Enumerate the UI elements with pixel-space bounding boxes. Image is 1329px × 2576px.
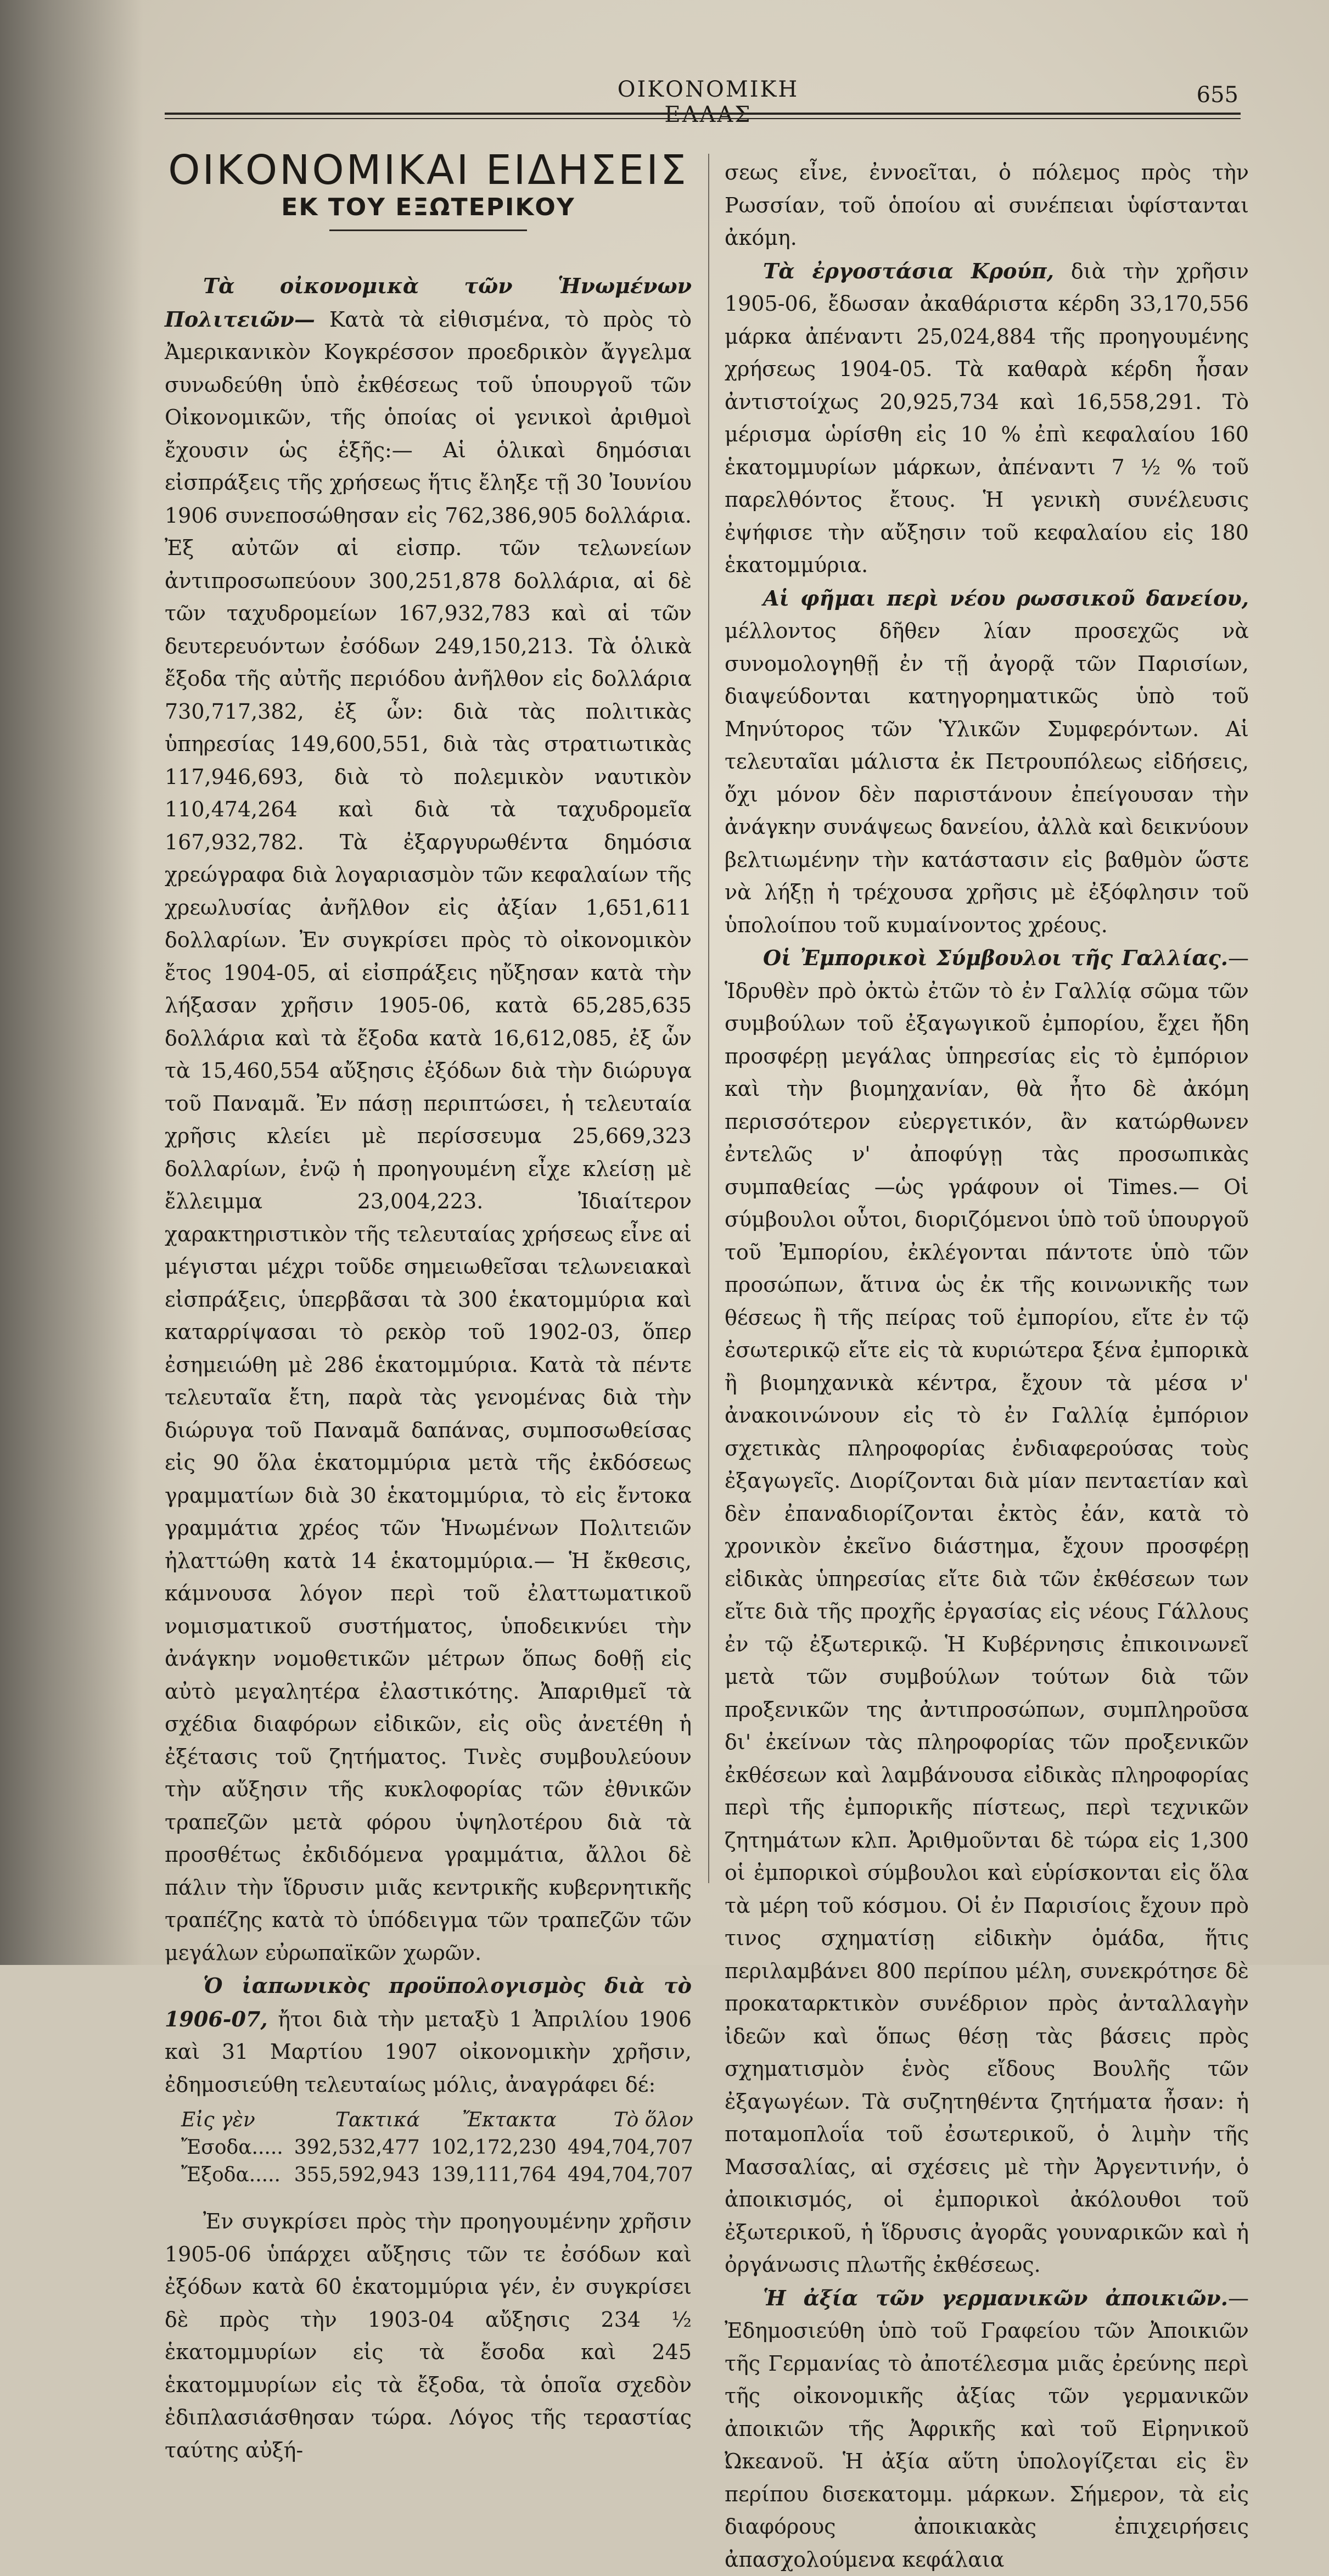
header-rule xyxy=(165,113,1241,115)
article-body: Κατὰ τὰ εἰθισμένα, τὸ πρὸς τὸ Ἀμερικανικὸν Κογκρέσσον προεδρικὸν ἄγγελμα συνωδεύθη ὑπὸ ἐκθέσεως τοῦ ὑπουργοῦ τῶν Οἰκονομικῶν, τῆς ὁποίας οἱ γενικοὶ ἀριθμοὶ ἔχουσιν ὡς ἑξῆς:— Αἱ ὁλικαὶ δημόσιαι εἰσπράξεις τῆς χρήσεως ἥτις ἔληξε τῇ 30 Ἰουνίου 1906 συνεποσώθησαν εἰς 762,386,905 δολλάρια. Ἐξ αὐτῶν αἱ εἰσπρ. τῶν τελωνείων ἀντιπροσωπεύουν 300,251,878 δολλάρια, αἱ δὲ τῶν ταχυδρομείων 167,932,783 καὶ αἱ τῶν δευτερευόντων ἐσόδων 249,150,213. Τὰ ὁλικὰ ἔξοδα τῆς αὐτῆς περιόδου ἀνῆλθον εἰς δολλάρια 730,717,382, ἐξ ὧν: διὰ τὰς πολιτικὰς ὑπηρεσίας 149,600,551, διὰ τὰς στρατιωτικὰς 117,946,693, διὰ τὸ πολεμικὸν ναυτικὸν 110,474,264 καὶ διὰ τὰ ταχυδρομεῖα 167,932,782. Τὰ ἐξαργυρωθέντα δημόσια χρεώγραφα διὰ λογαριασμὸν τῶν κεφαλαίων τῆς χρεωλυσίας ἀνῆλθον εἰς ἀξίαν 1,651,611 δολλαρίων. Ἐν συγκρίσει πρὸς τὸ οἰκονομικὸν ἔτος 1904-05, αἱ εἰσπράξεις ηὔξησαν κατὰ τὴν λήξασαν χρῆσιν 1905-06, κατὰ 65,285,635 δολλάρια καὶ τὰ ἔξοδα κατὰ 16,612,085, ἐξ ὧν τὰ 15,460,554 αὔξησις ἐξόδων διὰ τὴν διώρυγα τοῦ Παναμᾶ. Ἐν πάσῃ περιπτώσει, ἡ τελευταία χρῆσις κλείει μὲ περίσσευμα 25,669,323 δολλαρίων, ἐνῷ ἡ προηγουμένη εἶχε κλείσῃ μὲ ἔλλειμμα 23,004,223. Ἰδιαίτερον χαρακτηριστικὸν τῆς τελευταίας χρήσεως εἶνε αἱ μέγισται μέχρι τοῦδε σημειωθεῖσαι τελωνειακαὶ εἰσπράξεις, ὑπερβᾶσαι τὰ 300 ἑκατομμύρια καὶ καταρρίψασαι τὸ ρεκὸρ τοῦ 1902-03, ὅπερ ἐσημειώθη μὲ 286 ἑκατομμύρια. Κατὰ τὰ πέντε τελευταῖα ἔτη, παρὰ τὰς γενομένας διὰ τὴν διώρυγα τοῦ Παναμᾶ δαπάνας, συμποσωθείσας εἰς 90 ὅλα ἑκατομμύρια μετὰ τῆς ἐκδόσεως γραμματίων διὰ 30 ἑκατομμύρια, τὸ εἰς ἔντοκα γραμμάτια χρέος τῶν Ἡνωμένων Πολιτειῶν ἠλαττώθη κατὰ 14 ἑκατομμύρια.— Ἡ ἔκθεσις, κάμνουσα λόγον περὶ τοῦ ἐλαττωματικοῦ νομισματικοῦ συστήματος, ὑποδεικνύει τὴν ἀνάγκην νομοθετικῶν μέτρων ὅπως δοθῇ εἰς αὐτὸ μεγαλητέρα ἐλαστικότης. Ἀπαριθμεῖ τὰ σχέδια διαφόρων εἰδικῶν, εἰς οὓς ἀνετέθη ἡ ἐξέτασις τοῦ ζητήματος. Τινὲς συμβουλεύουν τὴν αὔξησιν τῆς κυκλοφορίας τῶν ἐθνικῶν τραπεζῶν μετὰ φόρου ὑψηλοτέρου διὰ τὰ προσθέτως ἐκδιδόμενα γραμμάτια, ἄλλοι δὲ πάλιν τὴν ἵδρυσιν μιᾶς κεντρικῆς κυβερνητικῆς τραπέζης κατὰ τὸ ὑπόδειγμα τῶν τραπεζῶν τῶν μεγάλων εὐρωπαϊκῶν χωρῶν. xyxy=(165,307,692,1965)
page-number: 655 xyxy=(1197,82,1238,108)
article-russian-loan xyxy=(725,582,1249,942)
binding-shadow xyxy=(0,0,143,1965)
budget-row xyxy=(176,2134,699,2161)
budget-row xyxy=(176,2161,699,2189)
article-krupp-works xyxy=(725,255,1249,582)
article-body: διὰ τὴν χρῆσιν 1905-06, ἔδωσαν ἀκαθάριστα κέρδη 33,170,556 μάρκα ἀπέναντι 25,024,884 τῆς προηγουμένης χρήσεως 1904-05. Τὰ καθαρὰ κέρδη ἦσαν ἀντιστοίχως 20,925,734 καὶ 16,558,291. Τὸ μέρισμα ὡρίσθη εἰς 10 % ἐπὶ κεφαλαίου 160 ἑκατομμυρίων μάρκων, ἀπέναντι 7 ½ % τοῦ παρελθόντος ἔτους. Ἡ γενικὴ συνέλευσις ἐψήφισε τὴν αὔξησιν τοῦ κεφαλαίου εἰς 180 ἑκατομμύρια. xyxy=(725,259,1249,578)
left-column xyxy=(165,148,692,2467)
budget-cell: 355,592,943 xyxy=(289,2161,425,2189)
budget-header: Ἔκτακτα xyxy=(425,2107,562,2134)
budget-cell: Ἔσοδα..... xyxy=(176,2134,289,2161)
section-title: ΟΙΚΟΝΟΜΙΚΑΙ ΕΙΔΗΣΕΙΣ xyxy=(165,148,692,192)
article-heading: Τὰ ἐργοστάσια Κρούπ, xyxy=(763,259,1054,283)
budget-header: Τὸ ὅλον xyxy=(562,2107,699,2134)
article-body: — Ἐδημοσιεύθη ὑπὸ τοῦ Γραφείου τῶν Ἀποικιῶν τῆς Γερμανίας τὸ ἀποτέλεσμα μιᾶς ἐρεύνης περὶ τῆς οἰκονομικῆς ἀξίας τῶν γερμανικῶν ἀποικιῶν τῆς Ἀφρικῆς καὶ τοῦ Εἰρηνικοῦ Ὠκεανοῦ. Ἡ ἀξία αὕτη ὑπολογίζεται εἰς ἓν περίπου δισεκατομμ. μάρκων. Σήμερον, τὰ εἰς διαφόρους ἀποικιακὰς ἐπιχειρήσεις ἀπασχολούμενα κεφάλαια xyxy=(725,2286,1249,2572)
budget-cell: 392,532,477 xyxy=(289,2134,425,2161)
running-head: ΟΙΚΟΝΟΜΙΚΗ ΕΛΛΑΣ xyxy=(571,77,845,127)
article-german-colonies xyxy=(725,2282,1249,2576)
header-rule-thin xyxy=(165,118,1241,119)
budget-header: Εἰς γὲν xyxy=(176,2107,289,2134)
article-japan-budget xyxy=(165,1969,692,2101)
budget-cell: 139,111,764 xyxy=(425,2161,562,2189)
section-subtitle: ΕΚ ΤΟΥ ΕΞΩΤΕΡΙΚΟΥ xyxy=(165,192,692,223)
budget-header-row xyxy=(176,2107,699,2134)
budget-cell: 102,172,230 xyxy=(425,2134,562,2161)
budget-cell: Ἔξοδα..... xyxy=(176,2161,289,2189)
budget-cell: 494,704,707 xyxy=(562,2134,699,2161)
budget-table xyxy=(176,2107,699,2189)
article-body: μέλλοντος δῆθεν λίαν προσεχῶς νὰ συνομολογηθῇ ἐν τῇ ἀγορᾷ τῶν Παρισίων, διαψεύδονται κατηγορηματικῶς ὑπὸ τοῦ Μηνύτορος τῶν Ὑλικῶν Συμφερόντων. Αἱ τελευταῖαι μάλιστα ἐκ Πετρουπόλεως εἰδήσεις, ὄχι μόνον δὲν παριστάνουν ἐπείγουσαν τὴν ἀνάγκην συνάψεως δανείου, ἀλλὰ καὶ δεικνύουν βελτιωμένην τὴν κατάστασιν εἰς βαθμὸν ὥστε νὰ λήξῃ ἡ τρέχουσα χρῆσις μὲ ἐξόφλησιν τοῦ ὑπολοίπου τοῦ κυμαίνοντος χρέους. xyxy=(725,619,1249,937)
article-us-finances xyxy=(165,270,692,1969)
article-heading: Ὁ ἰαπωνικὸς προϋπολογισμὸς διὰ τὸ 1906-07, xyxy=(165,1973,692,2031)
article-japan-budget-continued: Ἐν συγκρίσει πρὸς τὴν προηγουμένην χρῆσιν 1905-06 ὑπάρχει αὔξησις τῶν τε ἐσόδων καὶ ἐξόδων κατὰ 60 ἑκατομμύρια γέν, ἐν συγκρίσει δὲ πρὸς τὴν 1903-04 αὔξησις 234 ½ ἑκατομμυρίων εἰς τὰ ἔσοδα καὶ 245 ἑκατομμυρίων εἰς τὰ ἔξοδα, τὰ ὁποῖα σχεδὸν ἐδιπλασιάσθησαν τώρα. Λόγος τῆς τεραστίας ταύτης αὐξή- xyxy=(165,2205,692,2467)
article-heading: Αἱ φῆμαι περὶ νέου ρωσσικοῦ δανείου, xyxy=(763,586,1249,611)
article-heading: Τὰ οἰκονομικὰ τῶν Ἡνωμένων Πολιτειῶν— xyxy=(165,273,692,332)
budget-header: Τακτικά xyxy=(289,2107,425,2134)
article-body: — Ἱδρυθὲν πρὸ ὀκτὼ ἐτῶν τὸ ἐν Γαλλίᾳ σῶμα τῶν συμβούλων τοῦ ἐξαγωγικοῦ ἐμπορίου, ἔχει ἤδη προσφέρῃ μεγάλας ὑπηρεσίας εἰς τὸ ἐμπόριον καὶ τὴν βιομηχανίαν, θὰ ἦτο δὲ ἀκόμη περισσότερον εὐεργετικόν, ἂν κατώρθωνεν ἐντελῶς ν' ἀποφύγῃ τὰς προσωπικὰς συμπαθείας —ὡς γράφουν οἱ Times.— Οἱ σύμβουλοι οὗτοι, διοριζόμενοι ὑπὸ τοῦ ὑπουργοῦ τοῦ Ἐμπορίου, ἐκλέγονται πάντοτε ὑπὸ τῶν προσώπων, ἅτινα ὡς ἐκ τῆς κοινωνικῆς των θέσεως ἢ τῆς πείρας τοῦ ἐμπορίου, εἴτε ἐν τῷ ἐσωτερικῷ εἴτε εἰς τὰ κυριώτερα ξένα ἐμπορικὰ ἢ βιομηχανικὰ κέντρα, ἔχουν τὰ μέσα ν' ἀνακοινώνουν εἰς τὸ ἐν Γαλλίᾳ ἐμπόριον σχετικὰς πληροφορίας ἐνδιαφερούσας τοὺς ἐξαγωγεῖς. Διορίζονται διὰ μίαν πενταετίαν καὶ δὲν ἐπαναδιορίζονται ἐκτὸς ἐάν, κατὰ τὸ χρονικὸν ἐκεῖνο διάστημα, ἔχουν προσφέρῃ εἰδικὰς ὑπηρεσίας εἴτε διὰ τῶν ἐκθέσεων των εἴτε διὰ τῆς προχῆς ἐργασίας εἰς νέους Γάλλους ἐν τῷ ἐξωτερικῷ. Ἡ Κυβέρνησις ἐπικοινωνεῖ μετὰ τῶν συμβούλων τούτων διὰ τῶν προξενικῶν της ἀντιπροσώπων, συμπληροῦσα δι' ἐκείνων τὰς πληροφορίας τῶν προξενικῶν ἐκθέσεων καὶ λαμβάνουσα εἰδικὰς πληροφορίας περὶ τῆς ἐμπορικῆς πίστεως, περὶ τεχνικῶν ζητημάτων κλπ. Ἀριθμοῦνται δὲ τώρα εἰς 1,300 οἱ ἐμπορικοὶ σύμβουλοι καὶ εὑρίσκονται εἰς ὅλα τὰ μέρη τοῦ κόσμου. Οἱ ἐν Παρισίοις ἔχουν πρὸ τινος σχηματίσῃ εἰδικὴν ὁμάδα, ἥτις περιλαμβάνει 800 περίπου μέλη, συνεκρότησε δὲ προκαταρκτικὸν συνέδριον πρὸς ἀνταλλαγὴν ἰδεῶν καὶ ὅπως θέσῃ τὰς βάσεις πρὸς σχηματισμὸν ἑνὸς εἴδους Βουλῆς τῶν ἐξαγωγέων. Τὰ συζητηθέντα ζητήματα ἦσαν: ἡ ποταμοπλοΐα τοῦ ἐσωτερικοῦ, ὁ λιμὴν τῆς Μασσαλίας, αἱ σχέσεις μὲ τὴν Ἀργεντινήν, ὁ ἀποικισμός, οἱ ἐμπορικοὶ ἀκόλουθοι τοῦ ἐξωτερικοῦ, ἡ ἵδρυσις ἀγορᾶς γουναρικῶν καὶ ἡ ὀργάνωσις πλωτῆς ἐκθέσεως. xyxy=(725,946,1249,2277)
budget-cell: 494,704,707 xyxy=(562,2161,699,2189)
article-heading: Ἡ ἀξία τῶν γερμανικῶν ἀποικιῶν. xyxy=(763,2286,1228,2310)
right-column xyxy=(725,156,1249,2576)
column-divider xyxy=(708,154,709,1883)
article-french-trade-advisors xyxy=(725,942,1249,2282)
article-heading: Οἱ Ἐμπορικοὶ Σύμβουλοι τῆς Γαλλίας. xyxy=(763,945,1228,970)
subtitle-rule xyxy=(329,229,527,231)
article-continuation: σεως εἶνε, ἐννοεῖται, ὁ πόλεμος πρὸς τὴν Ρωσσίαν, τοῦ ὁποίου αἱ συνέπειαι ὑφίστανται ἀκόμη. xyxy=(725,156,1249,255)
article-body: ἤτοι διὰ τὴν μεταξὺ 1 Ἀπριλίου 1906 καὶ 31 Μαρτίου 1907 οἰκονομικὴν χρῆσιν, ἐδημοσιεύθη τελευταίως μόλις, ἀναγράφει δέ: xyxy=(165,2007,692,2097)
